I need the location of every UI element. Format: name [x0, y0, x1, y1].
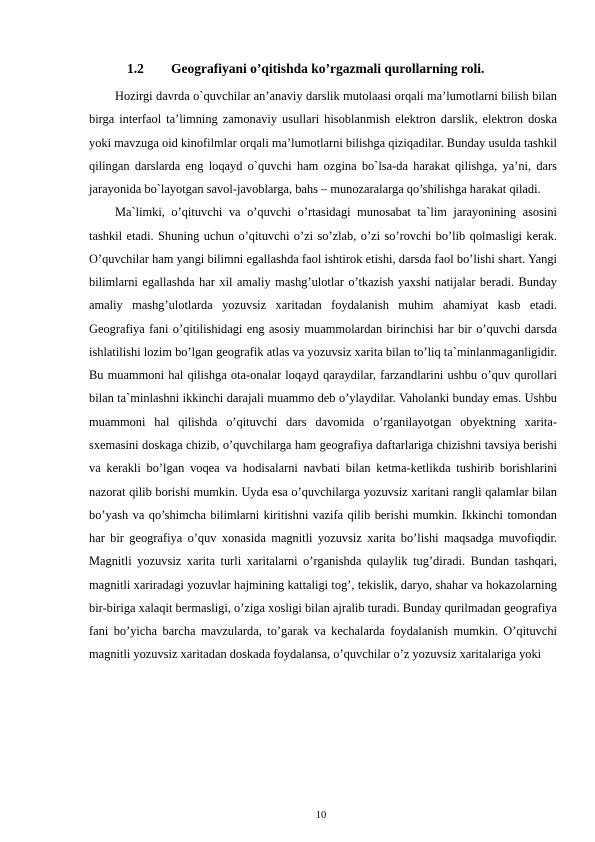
section-heading [127, 60, 557, 78]
section-number: 1.2 [127, 61, 144, 76]
page-number: 10 [315, 810, 327, 821]
paragraph-1: Hozirgi davrda o`quvchilar an’anaviy darslik mutolaasi orqali ma’lumotlarni bilish bilan birga interfaol ta’limning zamonaviy usullari hisoblanmish elektron darslik, elektron doska yoki mavzuga oid kinofilmlar orqali ma’lumotlarni bilishga qiziqadilar. Bunday usulda tashkil qilingan darslarda eng loqayd o`quvchi ham ozgina bo`lsa-da harakat qilishga, ya’ni, dars jarayonida bo`layotgan savol-javoblarga, bahs – munozaralarga qo’shilishga harakat qiladi. [89, 89, 557, 197]
section-title: Geografiyani o’qitishda ko’rgazmali qurollarning roli. [171, 61, 485, 76]
body-text [89, 85, 557, 667]
paragraph-2: Ma`limki, o’qituvchi va o’quvchi o’rtasidagi munosabat ta`lim jarayonining asosini tashkil etadi. Shuning uchun o’qituvchi o’zi so’zlab, o’zi so’rovchi bo’lib qolmasligi kerak. O’quvchilar ham yangi bilimni egallashda faol ishtirok etishi, darsda faol bo’lishi shart. Yangi bilimlarni egallashda har xil amaliy mashg’ulotlar o’tkazish yaxshi natijalar beradi. Bunday amaliy mashg’ulotlarda yozuvsiz xaritadan foydalanish muhim ahamiyat kasb etadi. Geografiya fani o’qitilishidagi eng asosiy muammolardan birinchisi har bir o’quvchi darsda ishlatilishi lozim bo’lgan geografik atlas va yozuvsiz xarita bilan to’liq ta`minlanmaganligidir. Bu muammoni hal qilishga ota-onalar loqayd qaraydilar, farzandlarini ushbu o’quv qurollari bilan ta`minlashni ikkinchi darajali muammo deb o’ylaydilar. Vaholanki bunday emas. Ushbu muammoni hal qilishda o’qituvchi dars davomida o’rganilayotgan obyektning xarita-sxemasini doskaga chizib, o’quvchilarga ham geografiya daftarlariga chizishni tavsiya berishi va kerakli bo’lgan voqea va hodisalarni navbati bilan ketma-ketlikda tushirib borishlarini nazorat qilib borishi mumkin. Uyda esa o’quvchilarga yozuvsiz xaritani rangli qalamlar bilan bo’yash va qo’shimcha bilimlarni kiritishni vazifa qilib berishi mumkin. Ikkinchi tomondan har bir geografiya o’quv xonasida magnitli yozuvsiz xarita bo’lishi maqsadga muvofiqdir. Magnitli yozuvsiz xarita turli xaritalarni o’rganishda qulaylik tug’diradi. Bundan tashqari, magnitli xariradagi yozuvlar hajmining kattaligi tog’, tekislik, daryo, shahar va hokazolarning bir-biriga xalaqit bermasligi, o’ziga xosligi bilan ajralib turadi. Bunday qurilmadan geografiya fani bo’yicha barcha mavzularda, to’garak va kechalarda foydalanish mumkin. O’qituvchi magnitli yozuvsiz xaritadan doskada foydalansa, o’quvchilar o’z yozuvsiz xaritalariga yoki [89, 205, 557, 662]
